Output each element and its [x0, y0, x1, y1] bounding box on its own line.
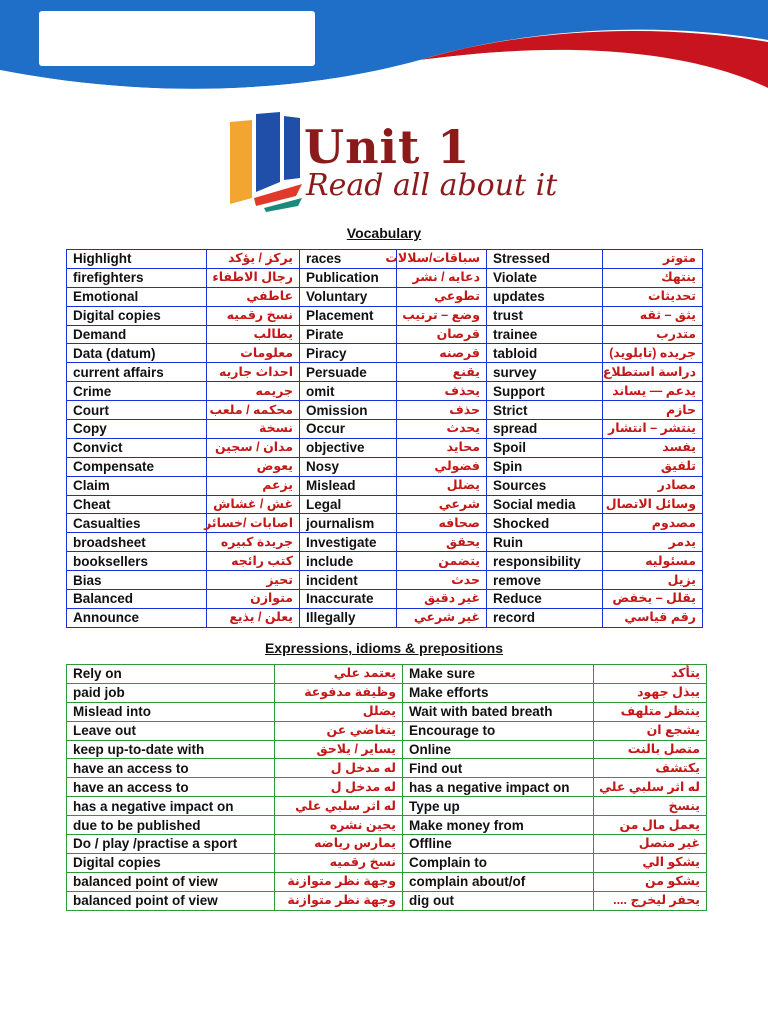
- expressions-heading: Expressions, idioms & prepositions: [264, 640, 504, 656]
- english-term: trust: [487, 306, 603, 325]
- english-term: complain about/of: [403, 872, 594, 891]
- english-term: Investigate: [300, 533, 397, 552]
- arabic-meaning: متوتر: [603, 250, 703, 269]
- vocabulary-row: [67, 608, 703, 627]
- arabic-meaning: وجهة نظر متوازنة: [275, 872, 403, 891]
- arabic-meaning: مدان / سجين: [207, 438, 300, 457]
- english-term: Spoil: [487, 438, 603, 457]
- english-term: Claim: [67, 476, 207, 495]
- english-term: journalism: [300, 514, 397, 533]
- arabic-meaning: ينسخ: [594, 797, 707, 816]
- english-term: updates: [487, 287, 603, 306]
- english-term: Pirate: [300, 325, 397, 344]
- arabic-meaning: متوازن: [207, 590, 300, 609]
- english-term: balanced point of view: [67, 891, 275, 910]
- english-term: Compensate: [67, 457, 207, 476]
- expressions-row: [67, 683, 707, 702]
- english-term: include: [300, 552, 397, 571]
- arabic-meaning: مصدوم: [603, 514, 703, 533]
- arabic-meaning: تحديثات: [603, 287, 703, 306]
- arabic-meaning: قرصان: [397, 325, 487, 344]
- english-term: Online: [403, 740, 594, 759]
- arabic-meaning: جريمه: [207, 382, 300, 401]
- arabic-meaning: يعتمد علي: [275, 665, 403, 684]
- english-term: responsibility: [487, 552, 603, 571]
- english-term: due to be published: [67, 816, 275, 835]
- english-term: Inaccurate: [300, 590, 397, 609]
- arabic-meaning: غير دقيق: [397, 590, 487, 609]
- arabic-meaning: رقم قياسي: [603, 608, 703, 627]
- arabic-meaning: جريدة كبيره: [207, 533, 300, 552]
- vocabulary-row: [67, 495, 703, 514]
- english-term: Data (datum): [67, 344, 207, 363]
- unit-title: Unit 1: [304, 120, 471, 174]
- vocabulary-row: [67, 533, 703, 552]
- english-term: survey: [487, 363, 603, 382]
- vocabulary-row: [67, 420, 703, 439]
- expressions-row: [67, 816, 707, 835]
- english-term: Do / play /practise a sport: [67, 835, 275, 854]
- arabic-meaning: يحقق: [397, 533, 487, 552]
- arabic-meaning: وسائل الاتصال: [603, 495, 703, 514]
- english-term: dig out: [403, 891, 594, 910]
- english-term: Violate: [487, 268, 603, 287]
- vocabulary-heading: Vocabulary: [346, 225, 422, 241]
- english-term: Reduce: [487, 590, 603, 609]
- english-term: Convict: [67, 438, 207, 457]
- arabic-meaning: يعوض: [207, 457, 300, 476]
- english-term: Digital copies: [67, 853, 275, 872]
- english-term: spread: [487, 420, 603, 439]
- vocabulary-row: [67, 438, 703, 457]
- arabic-meaning: فضولي: [397, 457, 487, 476]
- vocabulary-row: [67, 590, 703, 609]
- english-term: Mislead into: [67, 702, 275, 721]
- vocabulary-row: [67, 476, 703, 495]
- english-term: Legal: [300, 495, 397, 514]
- arabic-meaning: محايد: [397, 438, 487, 457]
- expressions-row: [67, 872, 707, 891]
- english-term: Occur: [300, 420, 397, 439]
- english-term: Encourage to: [403, 721, 594, 740]
- english-term: record: [487, 608, 603, 627]
- english-term: have an access to: [67, 759, 275, 778]
- arabic-meaning: يعمل مال من: [594, 816, 707, 835]
- arabic-meaning: له اثر سلبي علي: [275, 797, 403, 816]
- arabic-meaning: يطالب: [207, 325, 300, 344]
- arabic-meaning: يشجع ان: [594, 721, 707, 740]
- english-term: Stressed: [487, 250, 603, 269]
- english-term: Placement: [300, 306, 397, 325]
- english-term: Piracy: [300, 344, 397, 363]
- vocabulary-row: [67, 325, 703, 344]
- english-term: booksellers: [67, 552, 207, 571]
- arabic-meaning: يضلل: [397, 476, 487, 495]
- arabic-meaning: يتضمن: [397, 552, 487, 571]
- english-term: broadsheet: [67, 533, 207, 552]
- english-term: Complain to: [403, 853, 594, 872]
- arabic-meaning: يثق – ثقه: [603, 306, 703, 325]
- expressions-row: [67, 797, 707, 816]
- arabic-meaning: مصادر: [603, 476, 703, 495]
- arabic-meaning: يحذف: [397, 382, 487, 401]
- arabic-meaning: حازم: [603, 401, 703, 420]
- english-term: balanced point of view: [67, 872, 275, 891]
- english-term: omit: [300, 382, 397, 401]
- arabic-meaning: نسخة: [207, 420, 300, 439]
- expressions-row: [67, 721, 707, 740]
- expressions-row: [67, 835, 707, 854]
- arabic-meaning: دعايه / نشر: [397, 268, 487, 287]
- english-term: Digital copies: [67, 306, 207, 325]
- english-term: Publication: [300, 268, 397, 287]
- arabic-meaning: يمارس رياضه: [275, 835, 403, 854]
- arabic-meaning: حذف: [397, 401, 487, 420]
- arabic-meaning: يحدث: [397, 420, 487, 439]
- english-term: Wait with bated breath: [403, 702, 594, 721]
- arabic-meaning: يقنع: [397, 363, 487, 382]
- arabic-meaning: تحيز: [207, 571, 300, 590]
- arabic-meaning: تطوعي: [397, 287, 487, 306]
- english-term: Copy: [67, 420, 207, 439]
- english-term: races: [300, 250, 397, 269]
- vocabulary-row: [67, 401, 703, 420]
- english-term: Make sure: [403, 665, 594, 684]
- arabic-meaning: له مدخل ل: [275, 778, 403, 797]
- vocabulary-row: [67, 571, 703, 590]
- arabic-meaning: يشكو الي: [594, 853, 707, 872]
- english-term: Sources: [487, 476, 603, 495]
- english-term: Mislead: [300, 476, 397, 495]
- english-term: paid job: [67, 683, 275, 702]
- arabic-meaning: محكمه / ملعب: [207, 401, 300, 420]
- unit-subtitle: Read all about it: [306, 168, 558, 203]
- arabic-meaning: يتغاضي عن: [275, 721, 403, 740]
- expressions-table: [66, 664, 707, 911]
- arabic-meaning: قرصنه: [397, 344, 487, 363]
- expressions-row: [67, 665, 707, 684]
- expressions-row: [67, 759, 707, 778]
- arabic-meaning: مسئوليه: [603, 552, 703, 571]
- arabic-meaning: غش / غشاش: [207, 495, 300, 514]
- english-term: Type up: [403, 797, 594, 816]
- arabic-meaning: ينتهك: [603, 268, 703, 287]
- arabic-meaning: وضع – ترتيب: [397, 306, 487, 325]
- english-term: Highlight: [67, 250, 207, 269]
- english-term: Balanced: [67, 590, 207, 609]
- arabic-meaning: يكتشف: [594, 759, 707, 778]
- arabic-meaning: يحين نشره: [275, 816, 403, 835]
- arabic-meaning: نسخ رقميه: [275, 853, 403, 872]
- arabic-meaning: سباقات/سلالات: [397, 250, 487, 269]
- arabic-meaning: يفسد: [603, 438, 703, 457]
- english-term: Shocked: [487, 514, 603, 533]
- arabic-meaning: جريده (تابلويد): [603, 344, 703, 363]
- arabic-meaning: يحفر ليخرج ....: [594, 891, 707, 910]
- arabic-meaning: ينتشر – انتشار: [603, 420, 703, 439]
- arabic-meaning: يساير / يلاحق: [275, 740, 403, 759]
- english-term: objective: [300, 438, 397, 457]
- vocabulary-row: [67, 382, 703, 401]
- arabic-meaning: متصل بالنت: [594, 740, 707, 759]
- vocabulary-row: [67, 363, 703, 382]
- arabic-meaning: ينتظر متلهف: [594, 702, 707, 721]
- arabic-meaning: نسخ رقميه: [207, 306, 300, 325]
- arabic-meaning: يتأكد: [594, 665, 707, 684]
- english-term: tabloid: [487, 344, 603, 363]
- english-term: remove: [487, 571, 603, 590]
- english-term: Strict: [487, 401, 603, 420]
- vocabulary-row: [67, 250, 703, 269]
- vocabulary-row: [67, 287, 703, 306]
- english-term: incident: [300, 571, 397, 590]
- arabic-meaning: صحافه: [397, 514, 487, 533]
- arabic-meaning: يركز / يؤكد: [207, 250, 300, 269]
- english-term: Offline: [403, 835, 594, 854]
- vocabulary-row: [67, 457, 703, 476]
- arabic-meaning: شرعي: [397, 495, 487, 514]
- english-term: Rely on: [67, 665, 275, 684]
- arabic-meaning: له مدخل ل: [275, 759, 403, 778]
- english-term: trainee: [487, 325, 603, 344]
- english-term: Make efforts: [403, 683, 594, 702]
- vocabulary-row: [67, 306, 703, 325]
- arabic-meaning: يقلل – يخفض: [603, 590, 703, 609]
- english-term: has a negative impact on: [67, 797, 275, 816]
- arabic-meaning: غير شرعي: [397, 608, 487, 627]
- arabic-meaning: يدمر: [603, 533, 703, 552]
- english-term: Illegally: [300, 608, 397, 627]
- arabic-meaning: يبذل جهود: [594, 683, 707, 702]
- english-term: Make money from: [403, 816, 594, 835]
- english-term: Emotional: [67, 287, 207, 306]
- arabic-meaning: معلومات: [207, 344, 300, 363]
- english-term: Leave out: [67, 721, 275, 740]
- english-term: Social media: [487, 495, 603, 514]
- vocabulary-row: [67, 344, 703, 363]
- arabic-meaning: وظيفة مدفوعة: [275, 683, 403, 702]
- english-term: Support: [487, 382, 603, 401]
- english-term: Casualties: [67, 514, 207, 533]
- arabic-meaning: حدث: [397, 571, 487, 590]
- english-term: firefighters: [67, 268, 207, 287]
- vocabulary-row: [67, 514, 703, 533]
- expressions-row: [67, 778, 707, 797]
- header-blank-box: [39, 11, 315, 66]
- arabic-meaning: دراسة استطلاع: [603, 363, 703, 382]
- vocabulary-table: [66, 249, 703, 628]
- english-term: Demand: [67, 325, 207, 344]
- english-term: Crime: [67, 382, 207, 401]
- arabic-meaning: اصابات /خسائر: [207, 514, 300, 533]
- english-term: Ruin: [487, 533, 603, 552]
- arabic-meaning: وجهة نظر متوازنة: [275, 891, 403, 910]
- arabic-meaning: متدرب: [603, 325, 703, 344]
- expressions-row: [67, 702, 707, 721]
- english-term: Persuade: [300, 363, 397, 382]
- english-term: Cheat: [67, 495, 207, 514]
- english-term: Announce: [67, 608, 207, 627]
- arabic-meaning: كتب رائجه: [207, 552, 300, 571]
- arabic-meaning: رجال الاطفاء: [207, 268, 300, 287]
- arabic-meaning: يزيل: [603, 571, 703, 590]
- english-term: Omission: [300, 401, 397, 420]
- english-term: have an access to: [67, 778, 275, 797]
- arabic-meaning: يدعم — يساند: [603, 382, 703, 401]
- english-term: Voluntary: [300, 287, 397, 306]
- english-term: Spin: [487, 457, 603, 476]
- vocabulary-row: [67, 552, 703, 571]
- arabic-meaning: عاطفي: [207, 287, 300, 306]
- arabic-meaning: يعلن / يذيع: [207, 608, 300, 627]
- english-term: Bias: [67, 571, 207, 590]
- arabic-meaning: يشكو من: [594, 872, 707, 891]
- arabic-meaning: يزعم: [207, 476, 300, 495]
- english-term: Find out: [403, 759, 594, 778]
- english-term: keep up-to-date with: [67, 740, 275, 759]
- expressions-row: [67, 891, 707, 910]
- english-term: Nosy: [300, 457, 397, 476]
- expressions-row: [67, 853, 707, 872]
- expressions-row: [67, 740, 707, 759]
- arabic-meaning: له اثر سلبي علي: [594, 778, 707, 797]
- arabic-meaning: غير متصل: [594, 835, 707, 854]
- arabic-meaning: يضلل: [275, 702, 403, 721]
- arabic-meaning: تلفيق: [603, 457, 703, 476]
- english-term: Court: [67, 401, 207, 420]
- vocabulary-row: [67, 268, 703, 287]
- english-term: has a negative impact on: [403, 778, 594, 797]
- arabic-meaning: احداث جاريه: [207, 363, 300, 382]
- english-term: current affairs: [67, 363, 207, 382]
